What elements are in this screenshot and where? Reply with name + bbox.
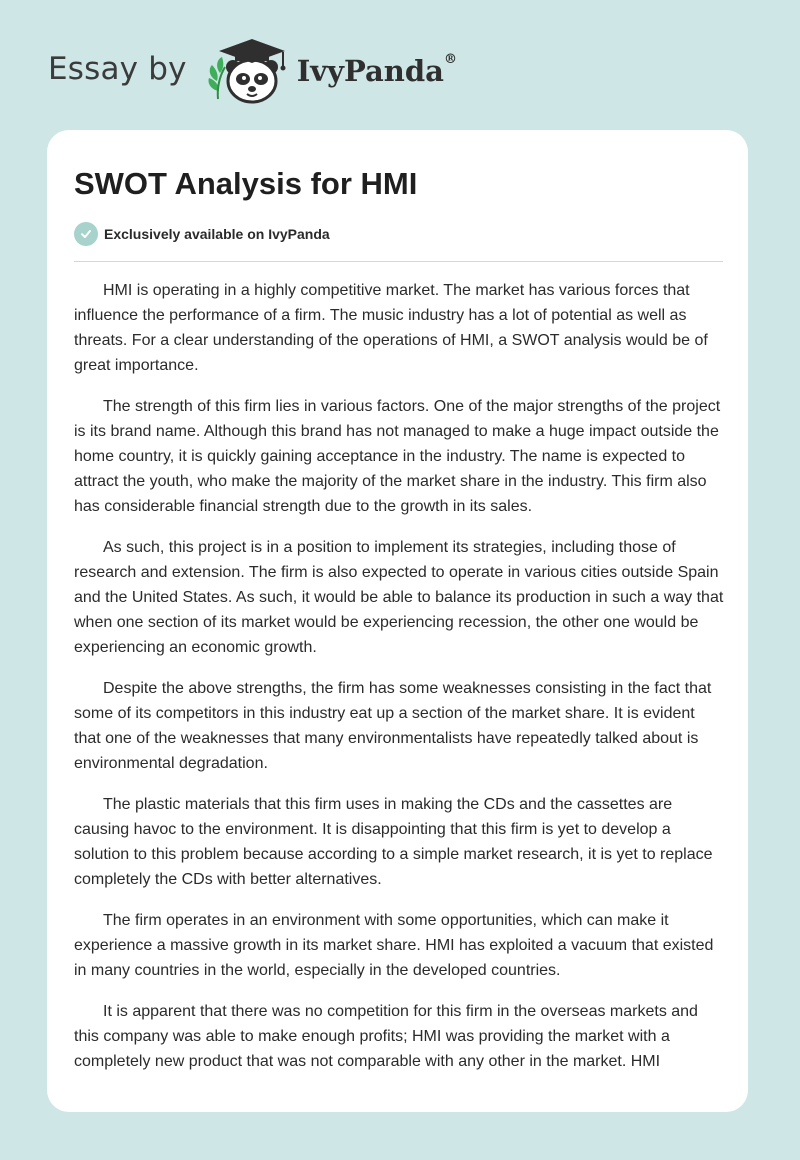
page-title: SWOT Analysis for HMI — [74, 166, 418, 201]
paragraph: The firm operates in an environment with some opportunities, which can make it experience a massive growth in its market share. HMI has exploited a vacuum that existed in many countries in the world, especially in the developed countries. — [74, 912, 714, 979]
paragraph: The strength of this firm lies in various factors. One of the major strengths of the project is its brand name. Although this brand has not managed to make a huge impact outside the home country, it is quickly gaining acceptance in the industry. The name is expected to attract the youth, who make the majority of the market share in the industry. This firm also has considerable financial strength due to the growth in its sales. — [74, 398, 721, 515]
divider — [74, 261, 723, 262]
exclusive-badge — [74, 222, 330, 246]
leaf-icon — [208, 57, 225, 99]
paragraph: It is apparent that there was no competition for this firm in the overseas markets and this company was able to make enough profits; HMI was providing the market with a completely new product that was not comparable with any other in the market. HMI — [74, 1003, 698, 1070]
essay-body — [74, 278, 724, 1090]
essay-card — [47, 130, 748, 1112]
exclusive-badge-label: Exclusively available on IvyPanda — [104, 226, 330, 242]
brand-name-text: IvyPanda — [296, 54, 444, 88]
essay-by-label: Essay by — [48, 51, 187, 87]
site-header — [48, 36, 457, 108]
brand-name[interactable] — [297, 54, 457, 88]
paragraph: Despite the above strengths, the firm has some weaknesses consisting in the fact that some of its competitors in this industry eat up a section of the market share. It is evident that one of the weaknesses that many environmentalists have repeatedly talked about is environmental degradation. — [74, 680, 712, 772]
registered-mark: ® — [443, 52, 457, 67]
paragraph: As such, this project is in a position to implement its strategies, including those of research and extension. The firm is also expected to operate in various cities outside Spain and the United States. As such, it would be able to balance its production in such a way that when one section of its market would be experiencing recession, the other one would be experiencing an economic growth. — [74, 539, 724, 656]
paragraph: The plastic materials that this firm uses in making the CDs and the cassettes are causing havoc to the environment. It is disappointing that this firm is yet to develop a solution to this problem because according to a simple market research, it is yet to replace completely the CDs with better alternatives. — [74, 796, 713, 888]
check-circle-icon — [74, 222, 98, 246]
panda-graduation-cap-icon[interactable] — [203, 37, 293, 107]
paragraph: HMI is operating in a highly competitive market. The market has various forces that influence the performance of a firm. The music industry has a lot of potential as well as threats. For a clear understanding of the operations of HMI, a SWOT analysis would be of great importance. — [74, 282, 708, 374]
